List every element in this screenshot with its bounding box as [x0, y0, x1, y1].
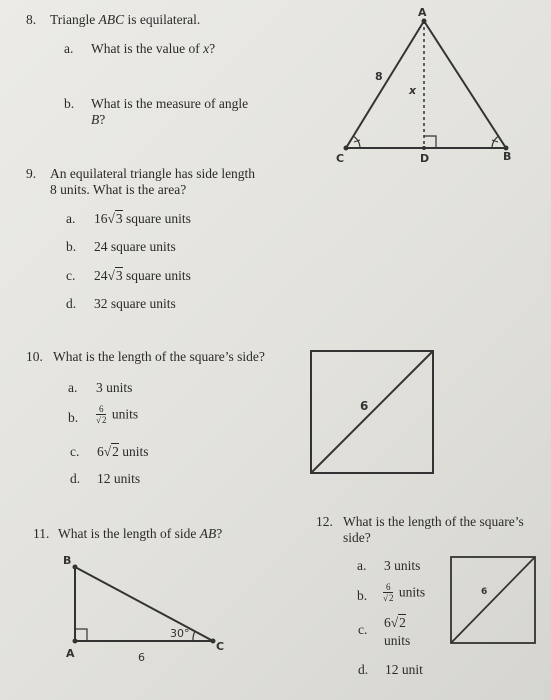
q12b-unit: units	[395, 584, 426, 600]
q8-label-x: x	[409, 84, 417, 97]
q10a-text: 3 units	[96, 380, 133, 395]
q9d-letter: d.	[66, 296, 77, 311]
q11-stem-pre: What is the length of side	[58, 526, 200, 541]
q8b-var: B	[91, 112, 100, 127]
q8-point-d-dot	[422, 146, 426, 150]
q8-triangle-figure	[330, 8, 530, 168]
q12-square-figure	[450, 556, 536, 644]
q9b-text: 24 square units	[94, 239, 176, 254]
q12-label-diag: 6	[481, 587, 488, 597]
q9a-radicand: 3	[115, 211, 123, 226]
q8-stem-post: is equilateral.	[124, 12, 201, 27]
q8-vertex-c-dot	[344, 146, 349, 151]
q12b-numerator: 6	[383, 582, 393, 593]
q8-right-angle-mark	[424, 136, 436, 148]
q10c-unit: units	[118, 444, 149, 459]
q11-stem	[58, 526, 222, 542]
q8a-pre: What is the value of	[91, 41, 204, 56]
q9a-text: 16√3 square units	[94, 211, 191, 226]
q9c-coef: 24	[94, 268, 108, 283]
q9c-letter: c.	[66, 268, 76, 283]
q11-label-a: A	[66, 647, 75, 660]
q9-number: 9.	[26, 166, 37, 181]
q12-stem-line1: What is the length of the square’s	[343, 514, 524, 529]
q8-label-side: 8	[375, 70, 383, 83]
q11-triangle-figure	[60, 555, 230, 655]
q10d-text: 12 units	[97, 471, 141, 486]
q12c-radicand: 2	[399, 615, 406, 630]
q8-side-ab	[424, 21, 506, 148]
q9b-letter: b.	[66, 239, 77, 254]
q11-side-bc	[75, 567, 213, 641]
q8a-post: ?	[209, 41, 216, 56]
q9c-radicand: 3	[115, 268, 123, 283]
q8b-line1: What is the measure of angle	[91, 96, 249, 111]
q11-stem-post: ?	[216, 526, 223, 541]
q9a-letter: a.	[66, 211, 76, 226]
q10c-letter: c.	[70, 444, 80, 459]
q8-label-a: A	[418, 6, 427, 19]
q8a-letter: a.	[64, 41, 74, 56]
q11-vertex-b-dot	[73, 565, 78, 570]
q11-label-base: 6	[138, 651, 145, 664]
q10b-fraction	[96, 404, 106, 425]
q12c-letter: c.	[358, 622, 368, 637]
q12b-den-radicand: 2	[388, 593, 394, 603]
q9-stem-line2: 8 units. What is the area?	[50, 182, 187, 197]
q10b-numerator: 6	[96, 404, 106, 415]
q12-number: 12.	[316, 514, 333, 529]
q9c-unit: square units	[122, 268, 191, 283]
q8-stem-name: ABC	[98, 12, 125, 27]
q11-label-angle: 30°	[170, 627, 190, 640]
q8-stem	[50, 12, 200, 28]
q10c-radicand: 2	[112, 444, 119, 459]
q9-stem-line1: An equilateral triangle has side length	[50, 166, 256, 181]
q8b-letter: b.	[64, 96, 75, 111]
q8-label-c: C	[336, 152, 345, 165]
q8-stem-pre: Triangle	[50, 12, 99, 27]
q9a-coef: 16	[94, 211, 108, 226]
q8-label-b: B	[503, 150, 512, 163]
q12c-text: 6√2	[384, 615, 406, 630]
q10-label-diag: 6	[360, 399, 369, 413]
q10-square-figure	[310, 350, 435, 475]
q9a-unit: square units	[122, 211, 191, 226]
q8a-var: x	[203, 41, 210, 56]
q10c-coef: 6	[97, 444, 104, 459]
q8b-line2	[91, 112, 105, 128]
q11-label-b: B	[63, 554, 72, 567]
q10b-denominator: √2	[96, 415, 107, 425]
q9d-text: 32 square units	[94, 296, 176, 311]
q8-vertex-a-dot	[422, 19, 427, 24]
q8-number: 8.	[26, 12, 37, 27]
q10d-letter: d.	[70, 471, 81, 486]
q11-vertex-a-dot	[73, 639, 78, 644]
q12b-fraction	[383, 582, 393, 603]
q8a-text	[91, 41, 215, 57]
q8-label-d: D	[420, 152, 430, 165]
q10-stem: What is the length of the square’s side?	[53, 349, 265, 364]
q12d-letter: d.	[358, 662, 369, 677]
q12c-coef: 6	[384, 615, 391, 630]
q8b-post: ?	[99, 112, 106, 127]
q9c-text: 24√3 square units	[94, 268, 191, 283]
q10a-letter: a.	[68, 380, 78, 395]
q12d-text: 12 unit	[385, 662, 423, 677]
q12b-text	[383, 582, 425, 603]
q11-label-c: C	[216, 640, 225, 653]
q12-stem-line2: side?	[343, 530, 371, 545]
q10b-den-radicand: 2	[101, 415, 107, 425]
q10-diagonal	[311, 351, 433, 473]
q11-right-angle-mark	[75, 629, 87, 641]
q10b-text	[96, 404, 138, 425]
q10-number: 10.	[26, 349, 43, 364]
q10c-text: 6√2 units	[97, 444, 149, 459]
q11-stem-var: AB	[199, 526, 217, 541]
q12a-letter: a.	[357, 558, 367, 573]
q11-number: 11.	[33, 526, 50, 541]
q12a-text: 3 units	[384, 558, 421, 573]
q12-diagonal	[451, 557, 535, 643]
q12b-letter: b.	[357, 588, 368, 603]
q12c-unit: units	[384, 633, 411, 648]
q10b-letter: b.	[68, 410, 79, 425]
q10b-unit: units	[108, 406, 139, 422]
q12b-denominator: √2	[383, 593, 394, 603]
q11-angle-arc-c	[193, 631, 195, 641]
q11-vertex-c-dot	[211, 639, 216, 644]
